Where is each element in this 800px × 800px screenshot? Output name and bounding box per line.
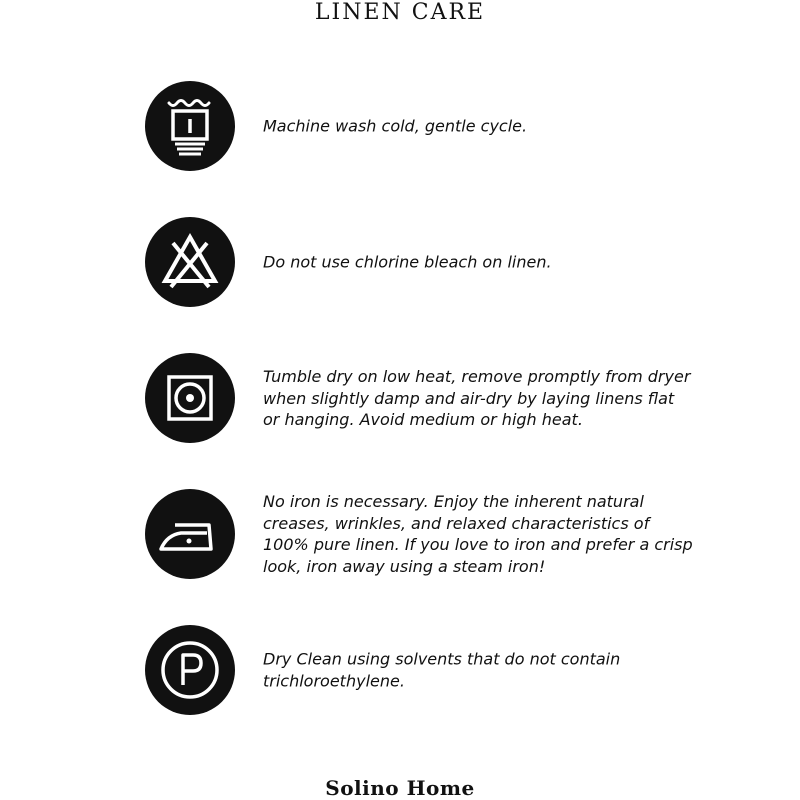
machine-wash-icon — [145, 81, 235, 171]
care-item-dry-clean — [145, 625, 705, 715]
care-item-dry — [145, 353, 705, 443]
care-text: No iron is necessary. Enjoy the inherent natural creases, wrinkles, and relaxed characteristics of 100% pure linen. If you love to iron and prefer a crisp look, iron away using a steam iron! — [263, 492, 693, 576]
care-text: Dry Clean using solvents that do not contain trichloroethylene. — [263, 649, 621, 690]
no-bleach-icon — [145, 217, 235, 307]
page-title: LINEN CARE — [314, 0, 486, 25]
brand-name: Solino Home — [325, 776, 475, 800]
care-text: Do not use chlorine bleach on linen. — [263, 252, 552, 272]
dry-clean-p-icon — [145, 625, 235, 715]
care-item-bleach — [145, 217, 705, 307]
care-item-iron — [145, 489, 705, 579]
tumble-dry-icon — [145, 353, 235, 443]
care-item-wash — [145, 81, 705, 171]
care-text: Machine wash cold, gentle cycle. — [263, 116, 528, 136]
care-text: Tumble dry on low heat, remove promptly from dryer when slightly damp and air-dry by laying linens flat or hanging. Avoid medium or high heat. — [263, 366, 691, 429]
iron-icon — [145, 489, 235, 579]
